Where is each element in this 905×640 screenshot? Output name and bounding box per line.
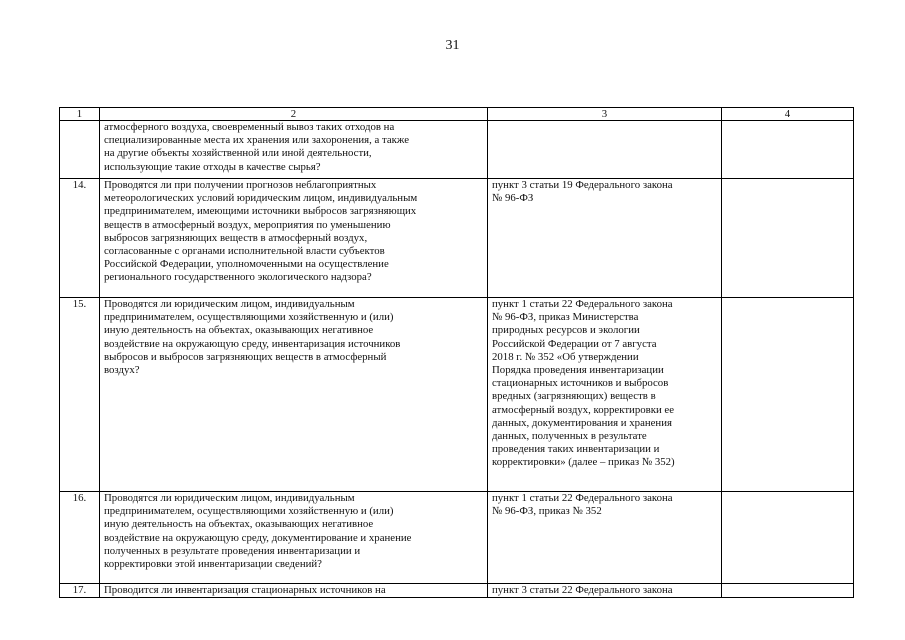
- question-text: Проводятся ли юридическим лицом, индивидуальным предпринимателем, осуществляющими хозяйственную и (или) иную деятельность на объектах, оказывающих негативное воздействие на окружающую среду, инвентаризация источников выбросов и выбросов загрязняющих веществ в атмосферный воздух?: [100, 298, 488, 492]
- item-number: [60, 121, 100, 179]
- table-row: [60, 298, 854, 492]
- note-cell: [722, 492, 854, 584]
- checklist-table: [59, 107, 854, 598]
- column-number: 1: [60, 108, 100, 121]
- page-number: 31: [445, 38, 460, 53]
- note-cell: [722, 179, 854, 298]
- note-cell: [722, 298, 854, 492]
- table-row: [60, 492, 854, 584]
- legal-reference: пункт 3 статьи 22 Федерального закона: [488, 584, 722, 598]
- column-number: 4: [722, 108, 854, 121]
- legal-reference: пункт 3 статьи 19 Федерального закона № 96-ФЗ: [488, 179, 722, 298]
- note-cell: [722, 584, 854, 598]
- column-number-row: [60, 108, 854, 121]
- item-number: 16.: [60, 492, 100, 584]
- note-cell: [722, 121, 854, 179]
- question-text: Проводится ли инвентаризация стационарных источников на: [100, 584, 488, 598]
- item-number: 15.: [60, 298, 100, 492]
- question-text: атмосферного воздуха, своевременный вывоз таких отходов на специализированные места их хранения или захоронения, а также на другие объекты хозяйственной или иной деятельности, использующие такие отходы в качестве сырья?: [100, 121, 488, 179]
- legal-reference: пункт 1 статьи 22 Федерального закона № 96-ФЗ, приказ № 352: [488, 492, 722, 584]
- column-number: 3: [488, 108, 722, 121]
- table-row: [60, 584, 854, 598]
- column-number: 2: [100, 108, 488, 121]
- table-row: [60, 121, 854, 179]
- question-text: Проводятся ли при получении прогнозов неблагоприятных метеорологических условий юридическим лицом, индивидуальным предпринимателем, имеющими источники выбросов загрязняющих веществ в атмосферный воздух, мероприятия по уменьшению выбросов загрязняющих веществ в атмосферный воздух, согласованные с органами исполнительной власти субъектов Российской Федерации, уполномоченными на осуществление регионального государственного экологического надзора?: [100, 179, 488, 298]
- item-number: 17.: [60, 584, 100, 598]
- table-row: [60, 179, 854, 298]
- item-number: 14.: [60, 179, 100, 298]
- legal-reference: пункт 1 статьи 22 Федерального закона № 96-ФЗ, приказ Министерства природных ресурсов и экологии Российской Федерации от 7 августа 2018 г. № 352 «Об утверждении Порядка проведения инвентаризации стационарных источников и выбросов вредных (загрязняющих) веществ в атмосферный воздух, корректировки ее данных, документирования и хранения данных, полученных в результате проведения таких инвентаризации и корректировки» (далее – приказ № 352): [488, 298, 722, 492]
- question-text: Проводятся ли юридическим лицом, индивидуальным предпринимателем, осуществляющими хозяйственную и (или) иную деятельность на объектах, оказывающих негативное воздействие на окружающую среду, документирование и хранение полученных в результате проведения инвентаризации и корректировки этой инвентаризации сведений?: [100, 492, 488, 584]
- legal-reference: [488, 121, 722, 179]
